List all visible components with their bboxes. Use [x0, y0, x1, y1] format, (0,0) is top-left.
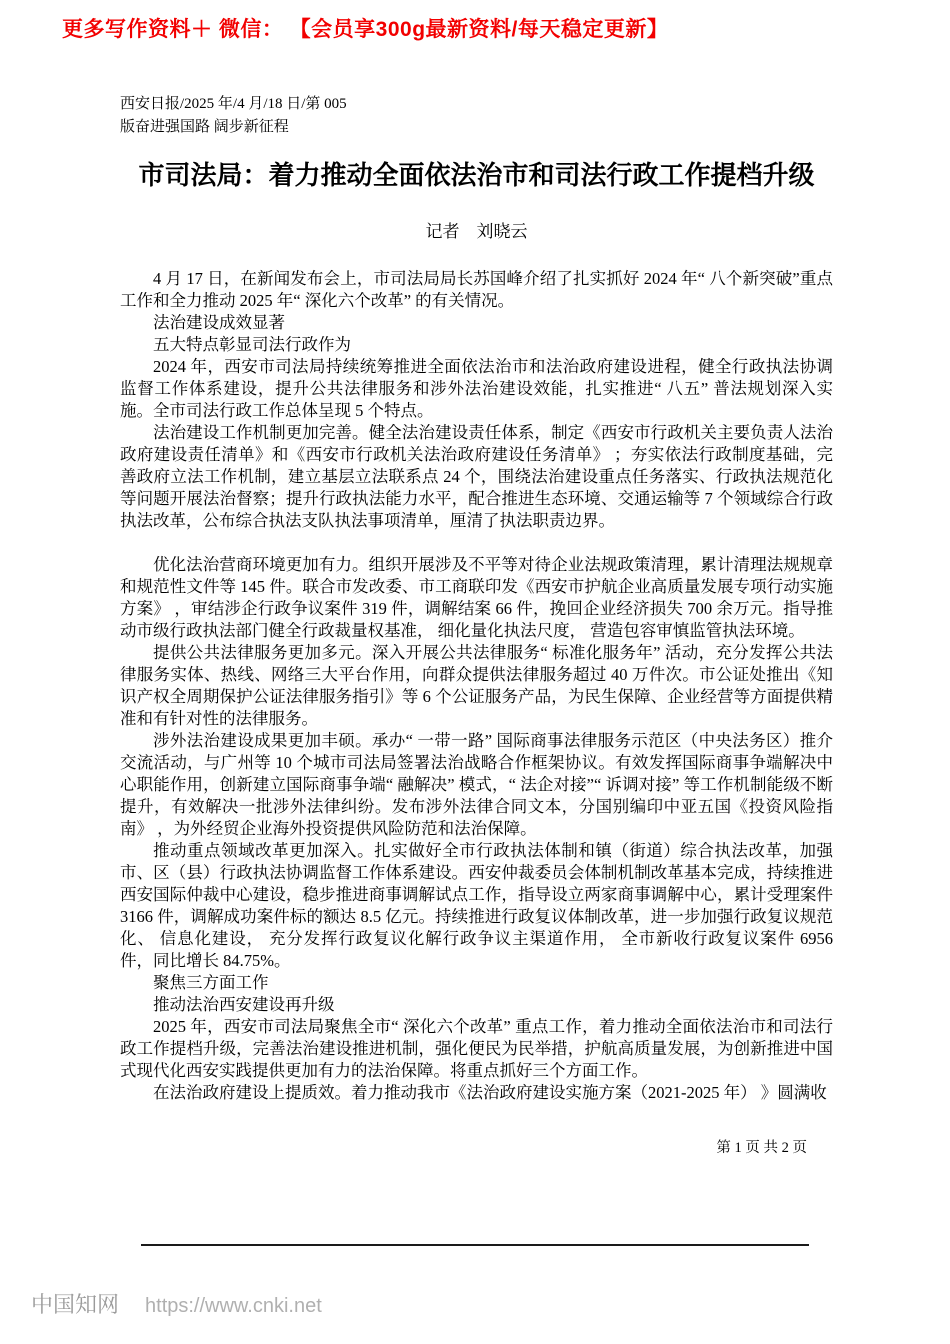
body-paragraph: 4 月 17 日，在新闻发布会上，市司法局局长苏国峰介绍了扎实抓好 2024 年“ 八个新突破”重点工作和全力推动 2025 年“ 深化六个改革” 的有关情况。	[120, 269, 833, 310]
body-paragraph: 五大特点彰显司法行政作为	[153, 335, 351, 354]
article-byline: 记者 刘晓云	[425, 222, 528, 241]
body-paragraph: 法治建设成效显著	[153, 313, 285, 332]
bottom-divider	[141, 1244, 809, 1246]
source-meta	[120, 93, 833, 139]
cnki-url-link[interactable]: https://www.cnki.net	[145, 1295, 322, 1317]
body-paragraph: 聚焦三方面工作	[153, 973, 269, 992]
article-column	[120, 0, 833, 1157]
body-paragraph: 2024 年，西安市司法局持续统筹推进全面依法治市和法治政府建设进程，健全行政执法协调监督工作体系建设，提升公共法律服务和涉外法治建设效能，扎实推进“ 八五” 普法规划深入实施。全市司法行政工作总体呈现 5 个特点。	[120, 357, 833, 420]
body-paragraph: 提供公共法律服务更加多元。深入开展公共法律服务“ 标准化服务年” 活动，充分发挥公共法律服务实体、热线、网络三大平台作用，向群众提供法律服务超过 40 万件次。市公证处推出《知识产权全周期保护公证法律服务指引》等 6 个公证服务产品，为民生保障、企业经营等方面提供精准和有针对性的法律服务。	[120, 643, 833, 728]
article-title: 市司法局：着力推动全面依法治市和司法行政工作提档升级	[138, 160, 815, 190]
article-body	[120, 268, 833, 1104]
body-paragraph: 推动重点领域改革更加深入。扎实做好全市行政执法体制和镇（街道）综合执法改革，加强市、区（县）行政执法协调监督工作体系建设。西安仲裁委员会体制机制改革基本完成，持续推进西安国际仲裁中心建设，稳步推进商事调解试点工作，指导设立两家商事调解中心，累计受理案件 3166 件，调解成功案件标的额达 8.5 亿元。持续推进行政复议体制改革，进一步加强行政复议规范化、 信息化建设， 充分发挥行政复议化解行政争议主渠道作用， 全市新收行政复议案件 6956 件，同比增长 84.75%。	[120, 841, 833, 970]
body-paragraph: 涉外法治建设成果更加丰硕。承办“ 一带一路” 国际商事法律服务示范区（中央法务区）推介交流活动，与广州等 10 个城市司法局签署法治战略合作框架协议。有效发挥国际商事争端解决中心职能作用，创新建立国际商事争端“ 融解决” 模式，“ 法企对接”“ 诉调对接” 等工作机制能级不断提升，有效解决一批涉外法律纠纷。发布涉外法律合同文本，分国别编印中亚五国《投资风险指南》 ，为外经贸企业海外投资提供风险防范和法治保障。	[120, 731, 833, 838]
page-number: 第 1 页 共 2 页	[716, 1140, 807, 1156]
promo-banner: 更多写作资料＋ 微信： 【会员享300g最新资料/每天稳定更新】	[62, 18, 669, 41]
source-meta-line2: 版奋进强国路 阔步新征程	[120, 119, 289, 135]
body-paragraph: 在法治政府建设上提质效。着力推动我市《法治政府建设实施方案（2021-2025 年） 》圆满收	[153, 1083, 827, 1102]
body-paragraph: 推动法治西安建设再升级	[153, 995, 335, 1014]
cnki-logo-text: 中国知网	[31, 1292, 120, 1317]
source-meta-line1: 西安日报/2025 年/4 月/18 日/第 005	[120, 96, 347, 112]
cnki-watermark	[31, 1288, 322, 1319]
body-paragraph: 法治建设工作机制更加完善。健全法治建设责任体系，制定《西安市行政机关主要负责人法治政府建设责任清单》和《西安市行政机关法治政府建设任务清单》 ；夯实依法行政制度基础，完善政府立法工作机制，建立基层立法联系点 24 个，围绕法治建设重点任务落实、行政执法规范化等问题开展法治督察；提升行政执法能力水平，配合推进生态环境、交通运输等 7 个领域综合行政执法改革，公布综合执法支队执法事项清单，厘清了执法职责边界。	[120, 423, 833, 530]
body-paragraph: 2025 年，西安市司法局聚焦全市“ 深化六个改革” 重点工作，着力推动全面依法治市和司法行政工作提档升级，完善法治建设推进机制，强化便民为民举措，护航高质量发展，为创新推进中国式现代化西安实践提供更加有力的法治保障。将重点抓好三个方面工作。	[120, 1017, 833, 1080]
body-paragraph: 优化法治营商环境更加有力。组织开展涉及不平等对待企业法规政策清理，累计清理法规规章和规范性文件等 145 件。联合市发改委、市工商联印发《西安市护航企业高质量发展专项行动实施方案》 ，审结涉企行政争议案件 319 件，调解结案 66 件，挽回企业经济损失 700 余万元。指导推动市级行政执法部门健全行政裁量权基准， 细化量化执法尺度， 营造包容审慎监管执法环境。	[120, 555, 833, 640]
